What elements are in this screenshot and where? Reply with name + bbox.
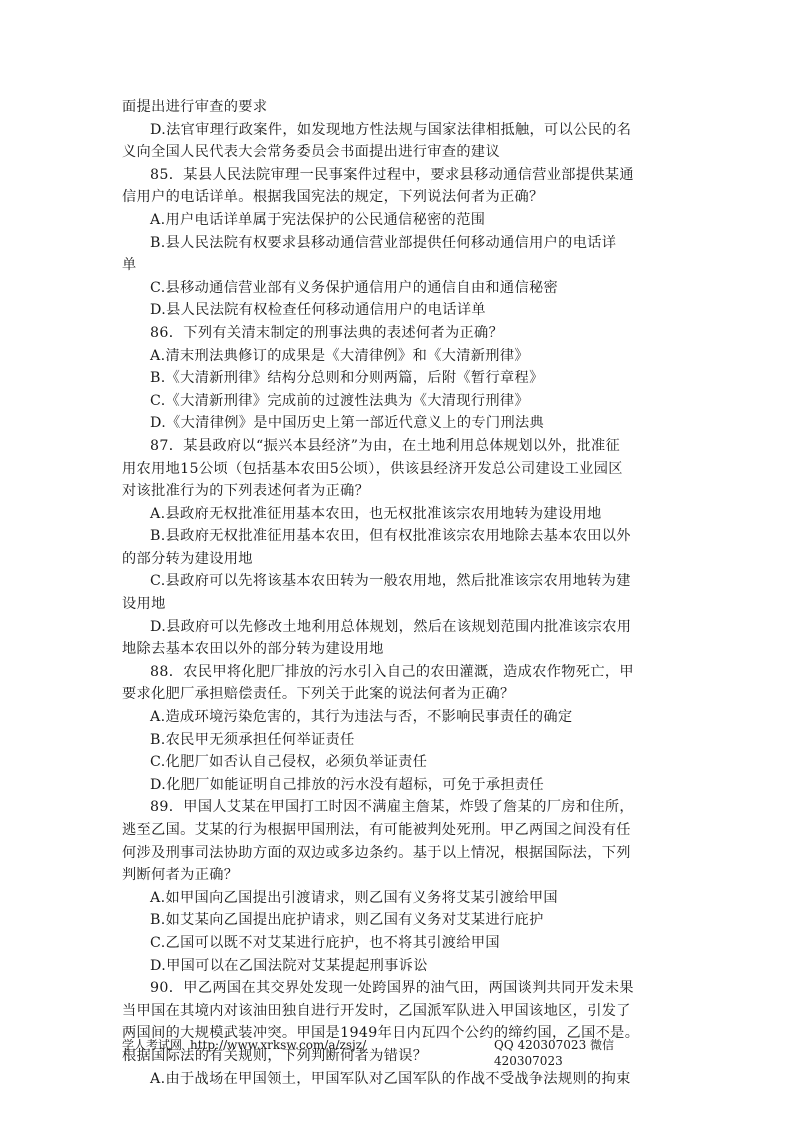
text-line: 根据国际法的有关规则，下列判断何者为错误？ (122, 1047, 428, 1064)
text-line: B.如艾某向乙国提出庇护请求，则乙国有义务对艾某进行庇护 (150, 912, 544, 929)
text-line: D.县人民法院有权检查任何移动通信用户的电话详单 (150, 302, 486, 319)
text-line: A.清末刑法典修订的成果是《大清律例》和《大清新刑律》 (150, 347, 529, 364)
text-line: 88．农民甲将化肥厂排放的污水引入自己的农田灌溉，造成农作物死亡，甲 (150, 663, 634, 680)
text-line: A.用户电话详单属于宪法保护的公民通信秘密的范围 (150, 211, 486, 228)
text-line: 对该批准行为的下列表述何者为正确？ (122, 483, 370, 500)
text-line: 判断何者为正确？ (122, 867, 239, 884)
text-line: 义向全国人民代表大会常务委员会书面提出进行审查的建议 (122, 144, 500, 161)
text-line: A.由于战场在甲国领土，甲国军队对乙国军队的作战不受战争法规则的拘束 (150, 1070, 631, 1087)
text-line: 86．下列有关清末制定的刑事法典的表述何者为正确？ (150, 324, 504, 341)
text-line: C.《大清新刑律》完成前的过渡性法典为《大清现行刑律》 (150, 392, 529, 409)
text-line: 要求化肥厂承担赔偿责任。下列关于此案的说法何者为正确？ (122, 686, 515, 703)
text-line: A.如甲国向乙国提出引渡请求，则乙国有义务将艾某引渡给甲国 (150, 889, 558, 906)
text-line: C.县政府可以先将该基本农田转为一般农用地，然后批准该宗农用地转为建 (150, 573, 631, 590)
text-line: 逃至乙国。艾某的行为根据甲国刑法，有可能被判处死刑。甲乙两国之间没有任 (122, 822, 631, 838)
text-line: 两国间的大规模武装冲突。甲国是1949年日内瓦四个公约的缔约国，乙国不是。 (122, 1025, 640, 1042)
text-line: B.农民甲无须承担任何举证责任 (150, 731, 355, 748)
text-line: 用农用地15公顷（包括基本农田5公顷），供该县经济开发总公司建设工业园区 (122, 460, 623, 477)
text-line: 87．某县政府以“振兴本县经济”为由，在土地利用总体规划以外，批准征 (150, 437, 621, 454)
text-line: C.化肥厂如否认自己侵权，必须负举证责任 (150, 754, 428, 771)
text-line: 当甲国在其境内对该油田独自进行开发时，乙国派军队进入甲国该地区，引发了 (122, 1002, 631, 1019)
text-line: 何涉及刑事司法协助方面的双边或多边条约。基于以上情况，根据国际法，下列 (122, 844, 631, 861)
footer-url: http://www.xrksw.com/a/zsjz/ (190, 1038, 367, 1052)
text-line: C.乙国可以既不对艾某进行庇护，也不将其引渡给甲国 (150, 934, 500, 951)
text-line: 89．甲国人艾某在甲国打工时因不满雇主詹某，炸毁了詹某的厂房和住所， (150, 799, 634, 816)
text-line: D.甲国可以在乙国法院对艾某提起刑事诉讼 (150, 957, 428, 974)
text-line: D.县政府可以先修改土地利用总体规划，然后在该规划范围内批准该宗农用 (150, 618, 632, 635)
text-line: 85．某县人民法院审理一民事案件过程中，要求县移动通信营业部提供某通 (150, 166, 634, 183)
text-line: B.县人民法院有权要求县移动通信营业部提供任何移动通信用户的电话详 (150, 234, 617, 251)
text-line: B.县政府无权批准征用基本农田，但有权批准该宗农用地除去基本农田以外 (150, 528, 631, 545)
footer-contact: QQ 420307023 微信 420307023 (494, 1038, 615, 1068)
text-line: D.化肥厂如能证明自己排放的污水没有超标，可免于承担责任 (150, 776, 545, 793)
text-line: B.《大清新刑律》结构分总则和分则两篇，后附《暂行章程》 (150, 370, 544, 387)
text-line: D.《大清律例》是中国历史上第一部近代意义上的专门刑法典 (150, 415, 545, 432)
text-line: 面提出进行审查的要求 (122, 99, 268, 115)
text-line: 信用户的电话详单。根据我国宪法的规定，下列说法何者为正确？ (122, 189, 544, 206)
text-line: 地除去基本农田以外的部分转为建设用地 (122, 641, 384, 658)
text-line: A.造成环境污染危害的，其行为违法与否，不影响民事责任的确定 (150, 709, 573, 726)
text-line: 设用地 (122, 596, 166, 613)
text-line: 单 (122, 257, 137, 274)
text-line: 的部分转为建设用地 (122, 550, 253, 567)
text-line: C.县移动通信营业部有义务保护通信用户的通信自由和通信秘密 (150, 279, 559, 296)
text-line: D.法官审理行政案件，如发现地方性法规与国家法律相抵触，可以公民的名 (150, 121, 632, 138)
text-line: A.县政府无权批准征用基本农田，也无权批准该宗农用地转为建设用地 (150, 505, 602, 522)
text-line: 90．甲乙两国在其交界处发现一处跨国界的油气田，两国谈判共同开发未果 (150, 980, 634, 997)
footer-site-name: 学人考试网 (122, 1038, 183, 1052)
document-body (122, 96, 682, 1090)
